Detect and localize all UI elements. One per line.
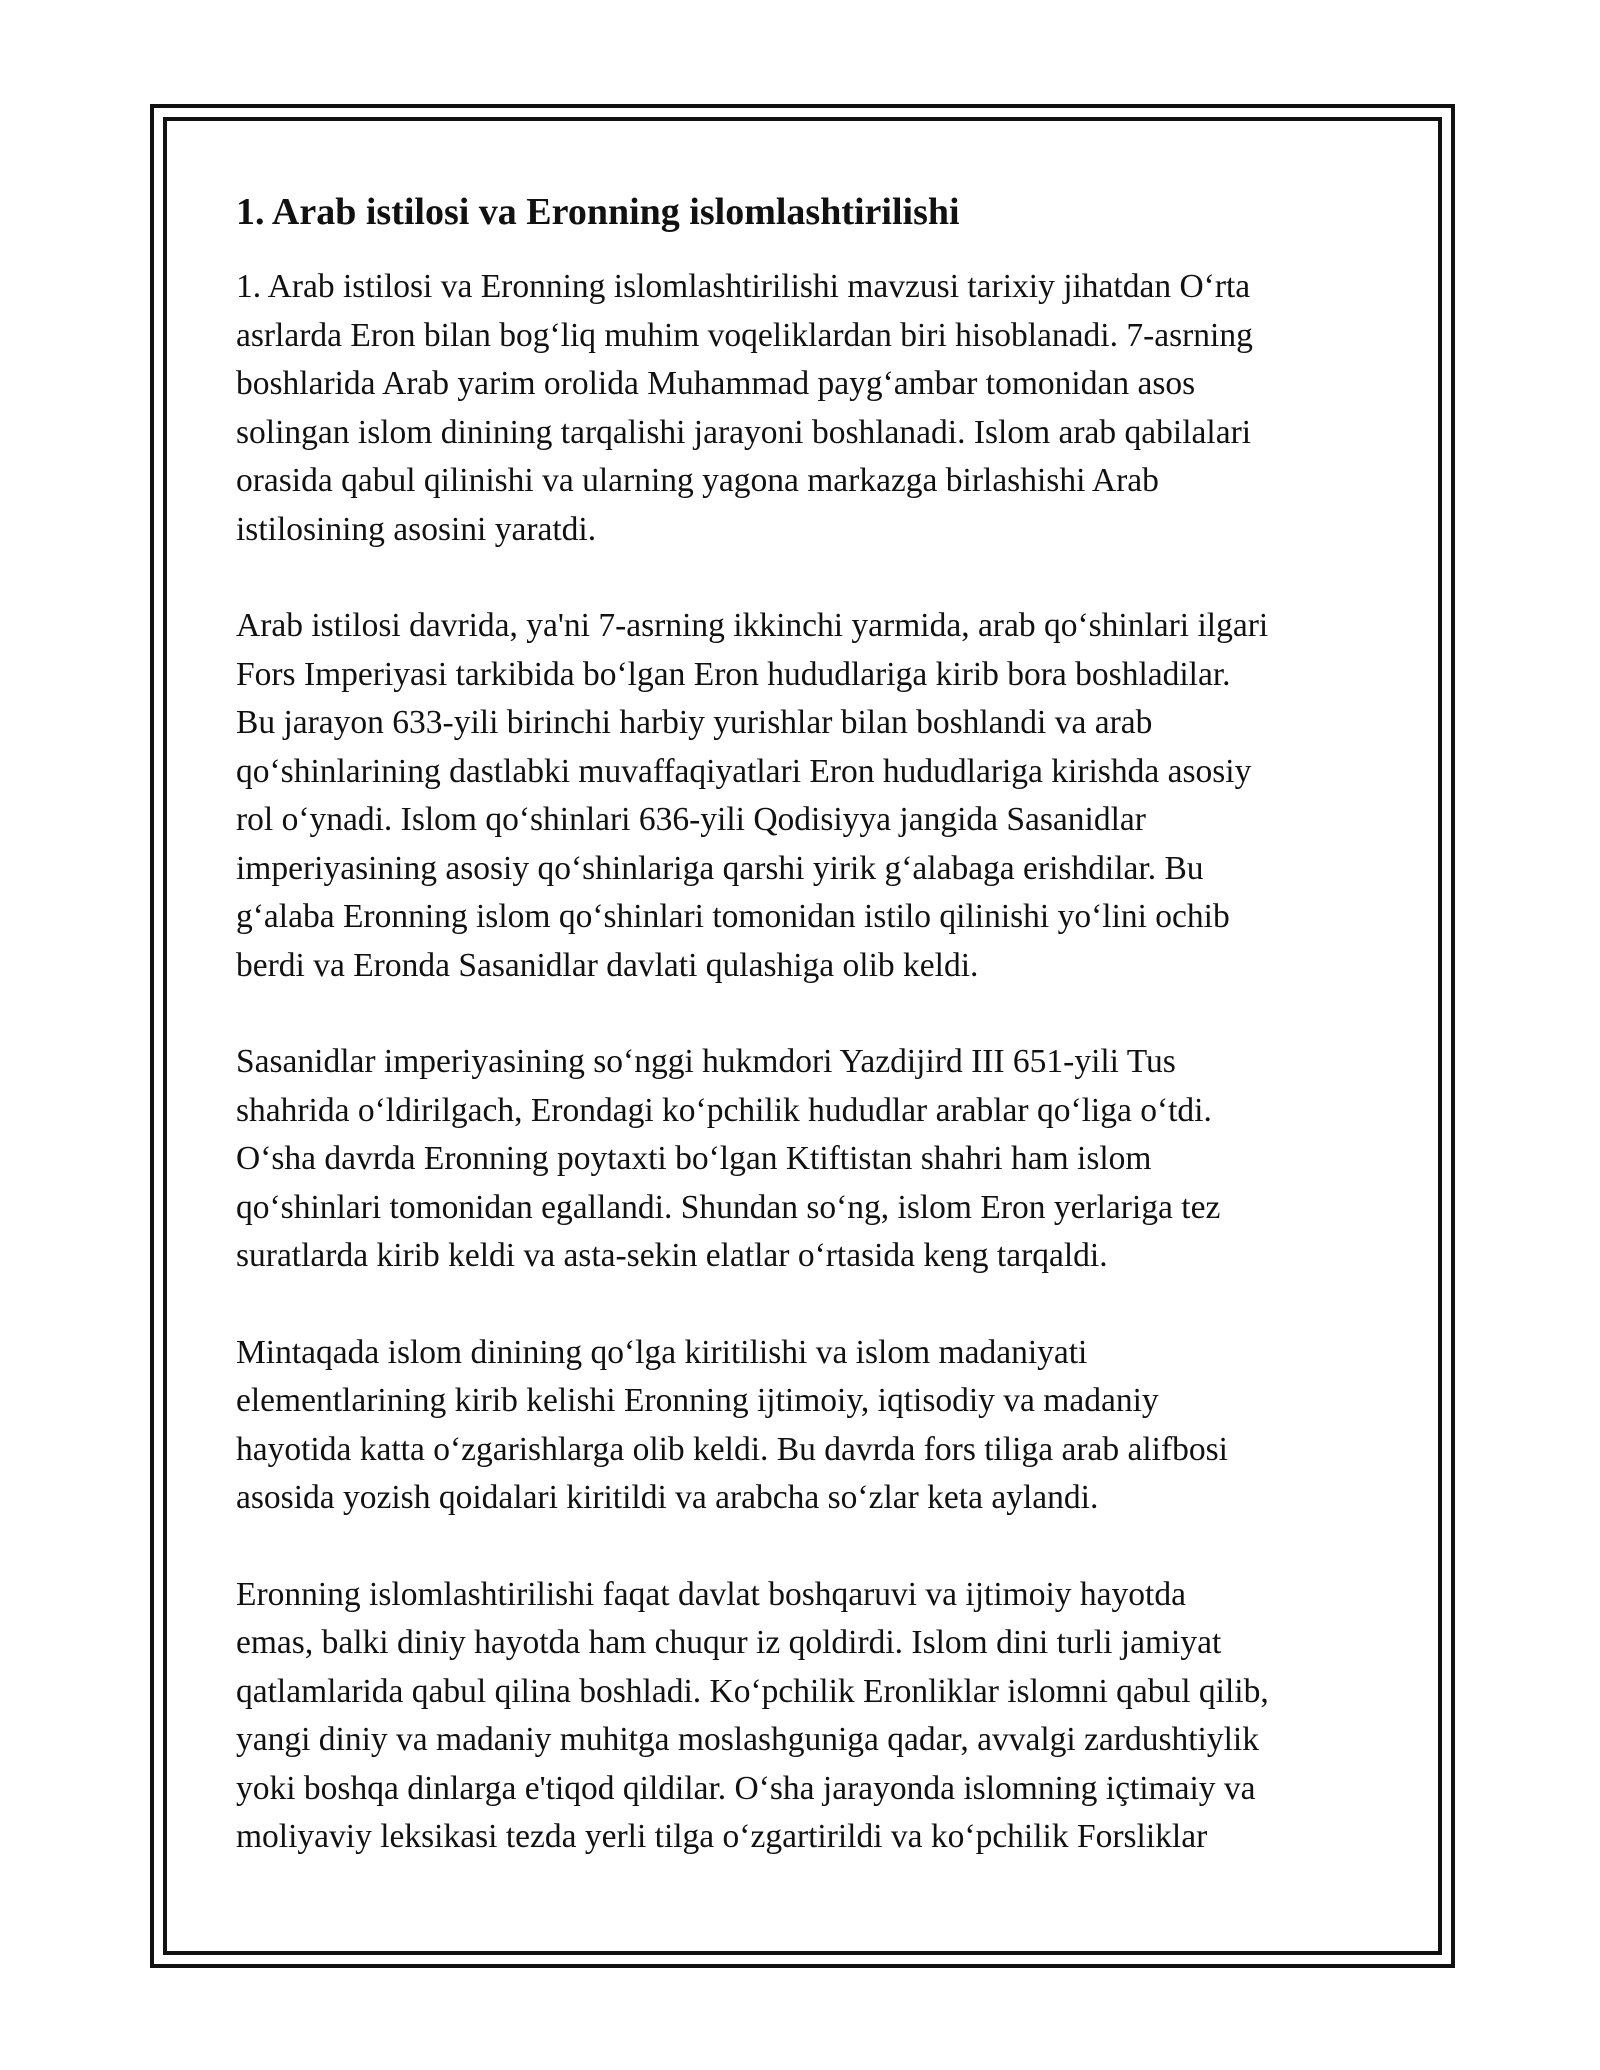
paragraph-line: Arab istilosi davrida, ya'ni 7-asrning ikkinchi yarmida, arab qo‘shinlari ilgari	[236, 607, 1269, 644]
paragraph-line: 1. Arab istilosi va Eronning islomlashtirilishi mavzusi tarixiy jihatdan O‘rta	[236, 268, 1251, 305]
paragraph-line: Eronning islomlashtirilishi faqat davlat boshqaruvi va ijtimoiy hayotda	[236, 1575, 1186, 1613]
paragraph-line: asosida yozish qoidalari kiritildi va arabcha so‘zlar keta aylandi.	[236, 1479, 1099, 1516]
section-heading: 1. Arab istilosi va Eronning islomlashtirilishi	[236, 191, 960, 233]
paragraph-line: Mintaqada islom dinining qo‘lga kiritilishi va islom madaniyati	[236, 1333, 1088, 1371]
paragraph-line: Bu jarayon 633-yili birinchi harbiy yurishlar bilan boshlandi va arab	[236, 704, 1153, 741]
paragraph-line: istilosining asosini yaratdi.	[236, 510, 597, 548]
paragraph-line: suratlarda kirib keldi va asta-sekin elatlar o‘rtasida keng tarqaldi.	[236, 1237, 1108, 1274]
paragraph-line: O‘sha davrda Eronning poytaxti bo‘lgan Ktiftistan shahri ham islom	[236, 1140, 1152, 1177]
document-body	[236, 188, 1376, 1910]
paragraph-3	[236, 1038, 1376, 1281]
paragraph-5	[236, 1571, 1376, 1862]
paragraph-line: boshlarida Arab yarim orolida Muhammad payg‘ambar tomonidan asos	[236, 365, 1196, 402]
paragraph-line: elementlarining kirib kelishi Eronning ijtimoiy, iqtisodiy va madaniy	[236, 1382, 1159, 1419]
paragraph-line: hayotida katta o‘zgarishlarga olib keldi. Bu davrda fors tiliga arab alifbosi	[236, 1430, 1228, 1468]
paragraph-line: imperiyasining asosiy qo‘shinlariga qarshi yirik g‘alabaga erishdilar. Bu	[236, 849, 1204, 887]
paragraph-line: asrlarda Eron bilan bog‘liq muhim voqeliklardan biri hisoblanadi. 7-asrning	[236, 316, 1253, 354]
paragraph-1	[236, 263, 1376, 554]
paragraph-line: emas, balki diniy hayotda ham chuqur iz qoldirdi. Islom dini turli jamiyat	[236, 1624, 1222, 1661]
paragraph-line: berdi va Eronda Sasanidlar davlati qulashiga olib keldi.	[236, 946, 979, 984]
paragraph-line: Sasanidlar imperiyasining so‘nggi hukmdori Yazdijird III 651-yili Tus	[236, 1043, 1176, 1080]
paragraph-line: yoki boshqa dinlarga e'tiqod qildilar. O‘sha jarayonda islomning içtimaiy va	[236, 1769, 1256, 1807]
paragraph-line: qo‘shinlari tomonidan egallandi. Shundan so‘ng, islom Eron yerlariga tez	[236, 1188, 1221, 1226]
paragraph-line: moliyaviy leksikasi tezda yerli tilga o‘zgartirildi va ko‘pchilik Forsliklar	[236, 1818, 1208, 1855]
paragraph-line: rol o‘ynadi. Islom qo‘shinlari 636-yili Qodisiyya jangida Sasanidlar	[236, 801, 1146, 838]
paragraph-line: qatlamlarida qabul qilina boshladi. Ko‘pchilik Eronliklar islomni qabul qilib,	[236, 1672, 1269, 1710]
paragraph-line: Fors Imperiyasi tarkibida bo‘lgan Eron hududlariga kirib bora boshladilar.	[236, 655, 1231, 693]
paragraph-2	[236, 602, 1376, 990]
paragraph-4	[236, 1329, 1376, 1523]
paragraph-line: g‘alaba Eronning islom qo‘shinlari tomonidan istilo qilinishi yo‘lini ochib	[236, 898, 1230, 935]
paragraph-line: yangi diniy va madaniy muhitga moslashguniga qadar, avvalgi zardushtiylik	[236, 1721, 1259, 1758]
paragraph-line: orasida qabul qilinishi va ularning yagona markazga birlashishi Arab	[236, 462, 1159, 499]
paragraph-line: qo‘shinlarining dastlabki muvaffaqiyatlari Eron hududlariga kirishda asosiy	[236, 752, 1252, 790]
paragraph-line: solingan islom dinining tarqalishi jarayoni boshlanadi. Islom arab qabilalari	[236, 413, 1252, 451]
paragraph-line: shahrida o‘ldirilgach, Erondagi ko‘pchilik hududlar arablar qo‘liga o‘tdi.	[236, 1091, 1212, 1129]
